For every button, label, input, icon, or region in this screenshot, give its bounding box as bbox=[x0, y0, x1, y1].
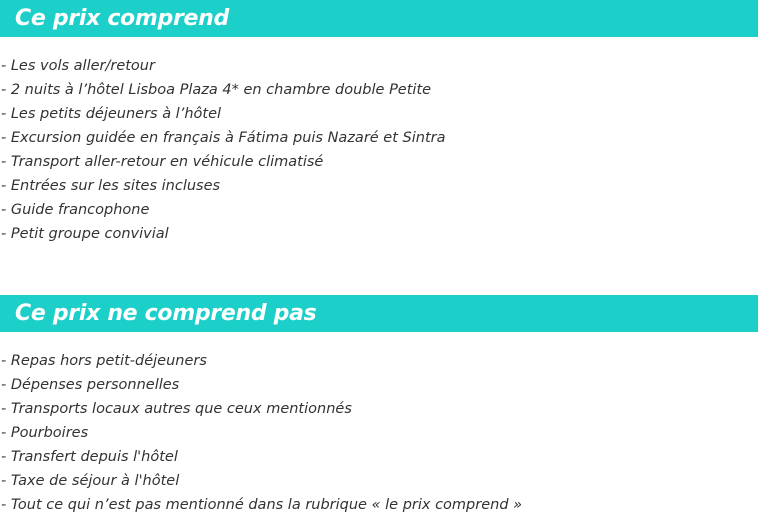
list-item: - Taxe de séjour à l'hôtel bbox=[1, 473, 180, 489]
price-includes-title: Ce prix comprend bbox=[15, 6, 229, 31]
list-item: - Entrées sur les sites incluses bbox=[1, 178, 221, 194]
price-includes-section bbox=[0, 0, 758, 246]
list-item: - Petit groupe convivial bbox=[1, 226, 169, 242]
price-excludes-banner bbox=[0, 295, 758, 332]
list-item: - Les vols aller/retour bbox=[1, 58, 155, 74]
list-item: - 2 nuits à l’hôtel Lisboa Plaza 4* en chambre double Petite bbox=[1, 82, 432, 98]
list-item: - Repas hors petit-déjeuners bbox=[1, 353, 207, 369]
list-item: - Guide francophone bbox=[1, 202, 150, 218]
list-item: - Pourboires bbox=[1, 425, 89, 441]
list-item: - Transports locaux autres que ceux mentionnés bbox=[1, 401, 352, 417]
list-item: - Dépenses personnelles bbox=[1, 377, 180, 393]
list-item: - Les petits déjeuners à l’hôtel bbox=[1, 106, 222, 122]
price-excludes-section bbox=[0, 295, 758, 517]
list-item: - Transport aller-retour en véhicule climatisé bbox=[1, 154, 324, 170]
price-includes-banner bbox=[0, 0, 758, 37]
list-item: - Excursion guidée en français à Fátima puis Nazaré et Sintra bbox=[1, 130, 446, 146]
list-item: - Tout ce qui n’est pas mentionné dans la rubrique « le prix comprend » bbox=[1, 497, 523, 513]
price-excludes-list bbox=[0, 332, 758, 517]
price-excludes-title: Ce prix ne comprend pas bbox=[15, 301, 317, 326]
list-item: - Transfert depuis l'hôtel bbox=[1, 449, 178, 465]
price-includes-list bbox=[0, 37, 758, 246]
